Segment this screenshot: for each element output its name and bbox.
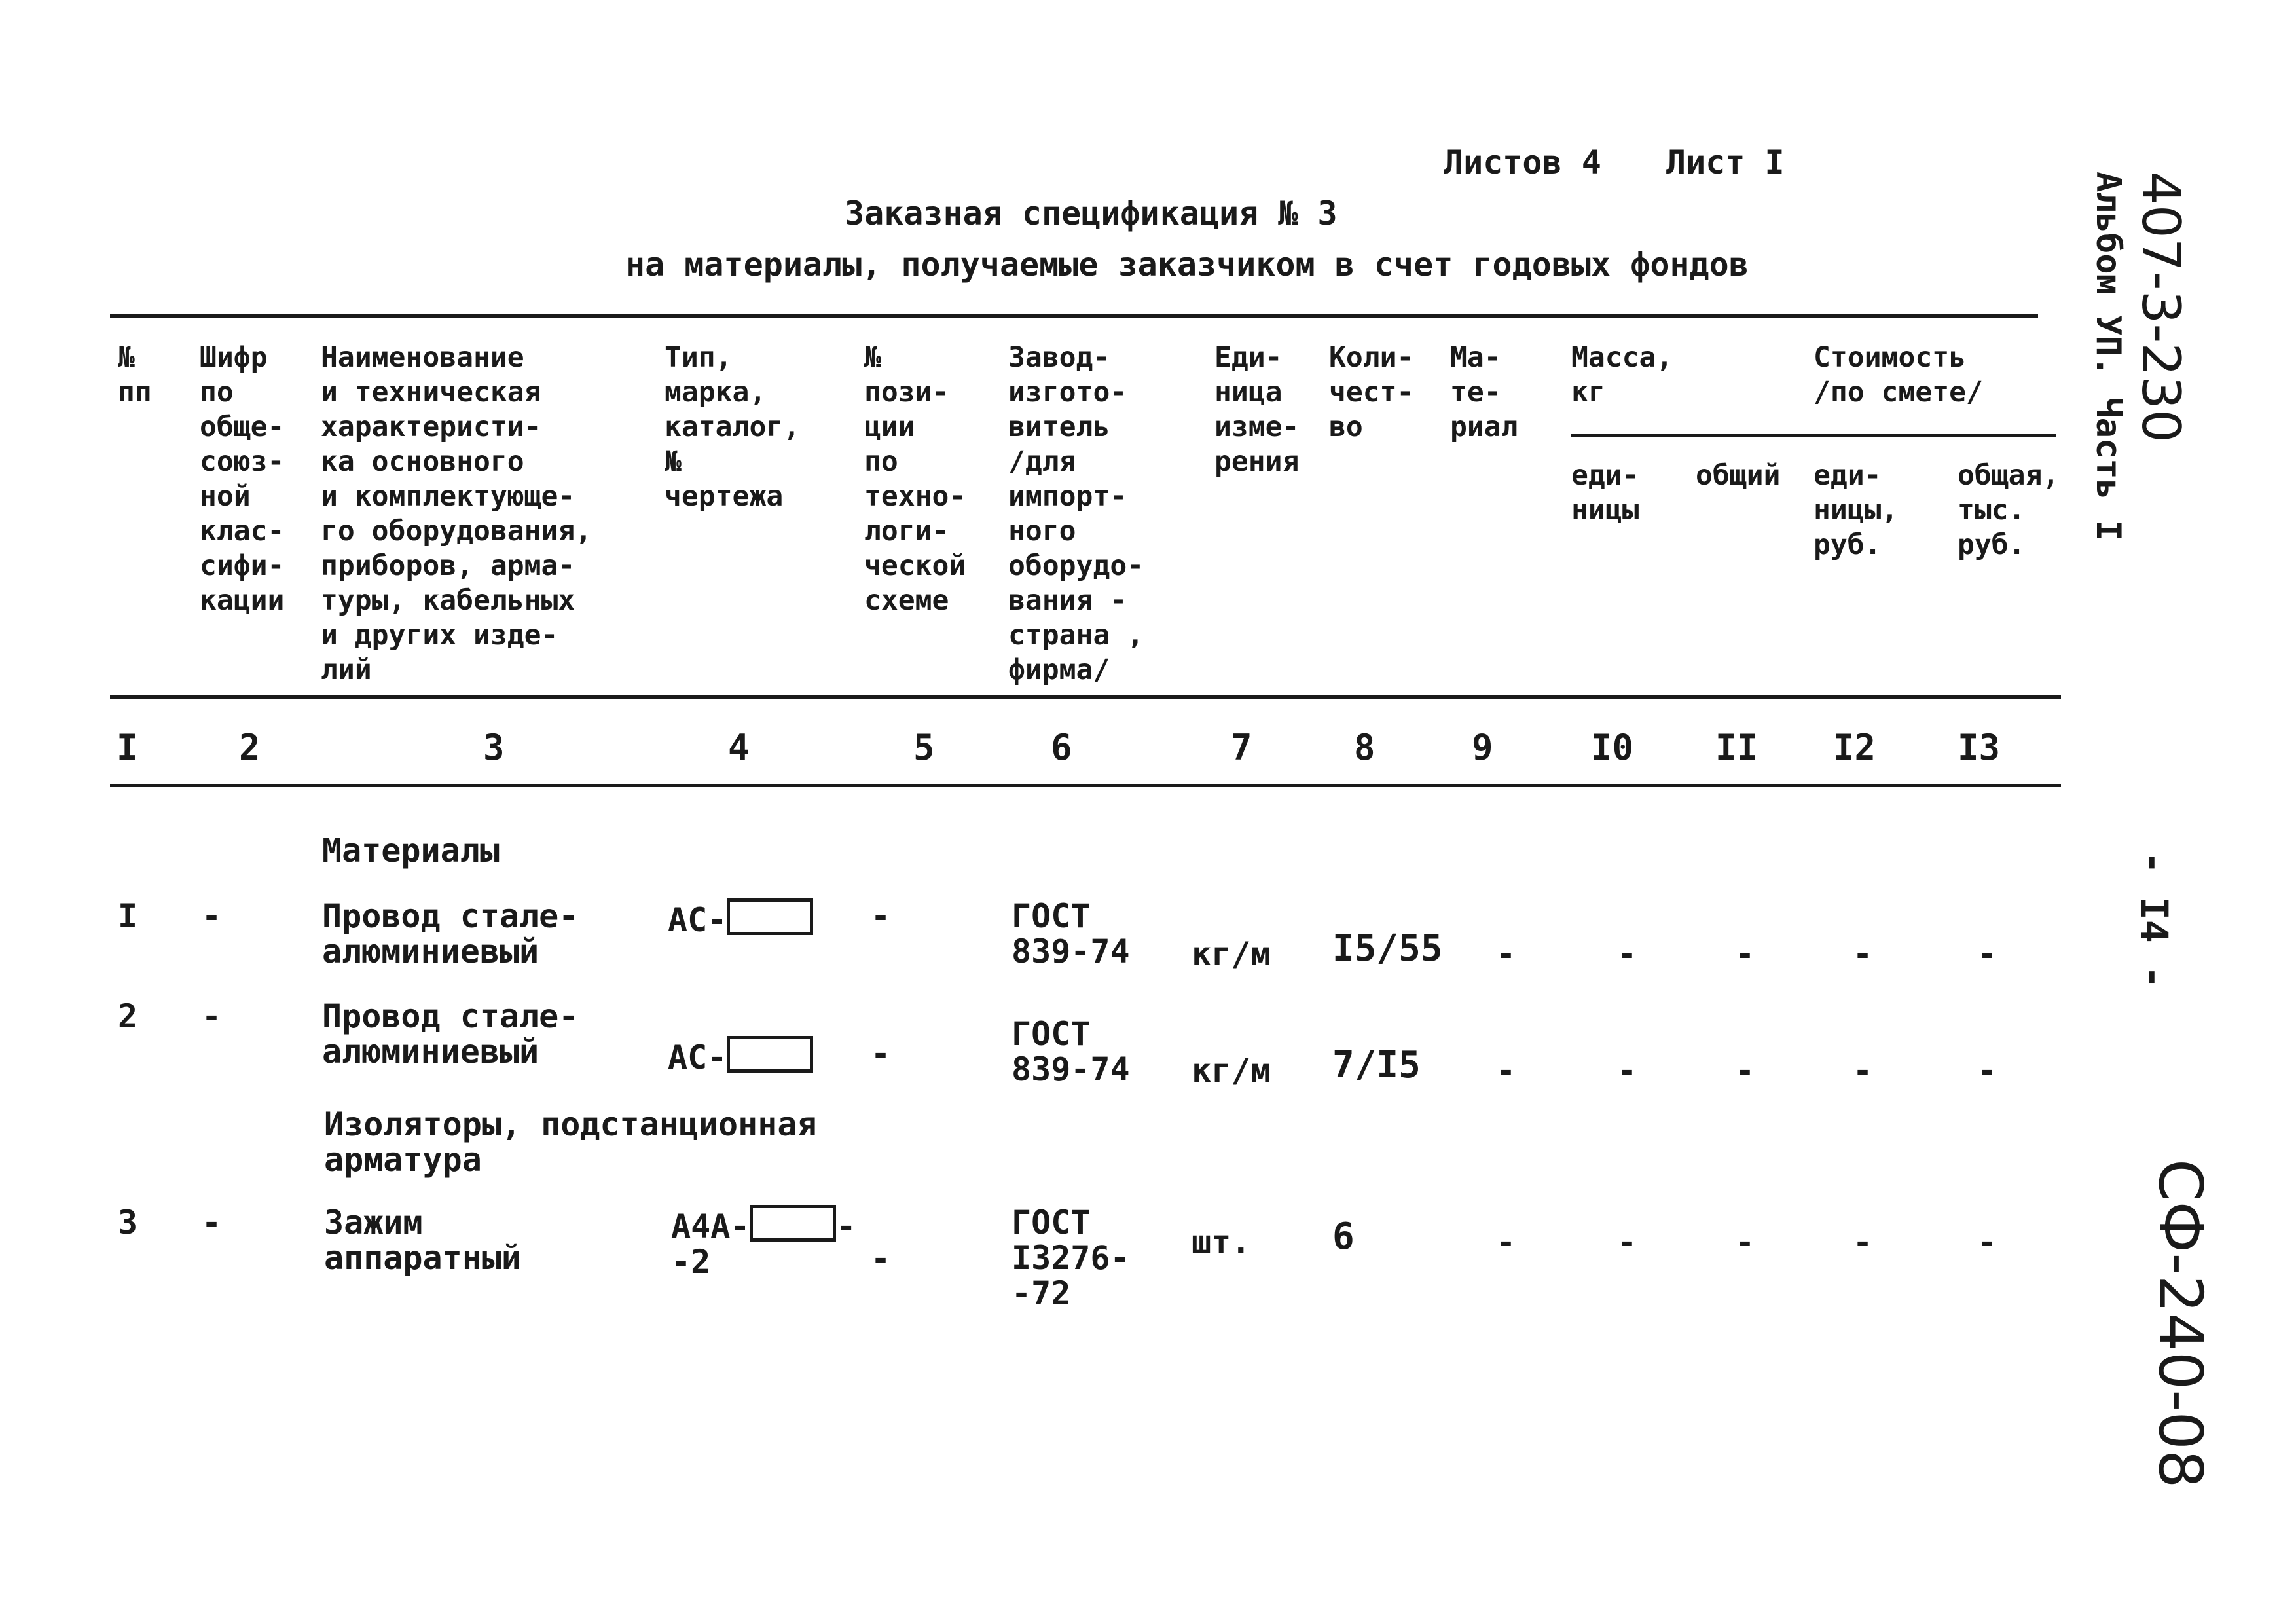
row-position: - <box>871 1240 891 1278</box>
row-manufacturer: ГОСТ 839-74 <box>1011 1015 1130 1088</box>
row-code: - <box>202 1204 222 1242</box>
album-label: Альбом УП. Часть I <box>2088 172 2128 541</box>
row-mass-total: - <box>1735 1223 1755 1261</box>
blank-type-box <box>750 1205 836 1242</box>
header-bottom-rule <box>110 695 2061 699</box>
col-number: 6 <box>1051 727 1072 768</box>
col-number: 3 <box>483 727 505 768</box>
col-header-name: Наименование и техническая характеристи- ка основного и комплектующе- го оборудования, приборов, арма- туры, кабельных и других изде- лий <box>321 341 592 686</box>
col-header-num: № пп <box>118 341 152 409</box>
row-type <box>668 898 813 938</box>
col-number: 5 <box>913 727 935 768</box>
col-number: 8 <box>1354 727 1376 768</box>
col-header-code: Шифр по обще- союз- ной клас- сифи- кации <box>200 341 285 617</box>
row-cost-total: - <box>1977 1223 1997 1261</box>
page-number: - I4 - <box>2132 851 2176 989</box>
row-material: - <box>1496 1223 1516 1261</box>
row-cost-unit: - <box>1853 1223 1873 1261</box>
row-position: - <box>871 897 891 935</box>
row-num: 2 <box>118 997 138 1035</box>
col-number: 4 <box>728 727 750 768</box>
col-number: I3 <box>1958 727 2001 768</box>
row-manufacturer: ГОСТ I3276- -72 <box>1011 1204 1130 1312</box>
col-number: I0 <box>1591 727 1634 768</box>
row-code: - <box>202 997 222 1035</box>
type-prefix: А4А- <box>671 1208 750 1246</box>
row-unit: шт. <box>1192 1223 1251 1261</box>
col-header-cost-unit: еди- ницы, руб. <box>1813 459 1899 561</box>
type-prefix: АС- <box>668 901 727 939</box>
row-mass-total: - <box>1735 935 1755 973</box>
sheet-count: Листов 4 <box>1444 143 1601 181</box>
row-cost-total: - <box>1977 935 1997 973</box>
col-header-mass: Масса, кг <box>1571 341 1673 409</box>
row-cost-unit: - <box>1853 935 1873 973</box>
row-num: I <box>118 897 138 935</box>
row-type <box>668 1036 813 1075</box>
type-suffix: - -2 <box>671 1208 856 1281</box>
row-mass-unit: - <box>1617 935 1637 973</box>
blank-type-box <box>727 1036 813 1073</box>
row-cost-unit: - <box>1853 1052 1873 1090</box>
row-unit: кг/м <box>1192 1052 1271 1090</box>
col-header-cost: Стоимость /по смете/ <box>1813 341 1983 409</box>
row-name: Провод стале- алюминиевый <box>322 897 579 970</box>
col-number: I2 <box>1833 727 1876 768</box>
row-code: - <box>202 897 222 935</box>
row-mass-total: - <box>1735 1052 1755 1090</box>
page-subtitle: на материалы, получаемые заказчиком в счет годовых фондов <box>625 246 1749 284</box>
col-header-position: № пози- ции по техно- логи- ческой схеме <box>864 341 966 617</box>
page-title: Заказная спецификация № 3 <box>845 194 1338 232</box>
row-mass-unit: - <box>1617 1052 1637 1090</box>
col-header-material: Ма- те- риал <box>1450 341 1518 443</box>
col-header-mass-total: общий <box>1696 459 1781 492</box>
row-num: 3 <box>118 1204 138 1242</box>
col-header-type: Тип, марка, каталог, № чертежа <box>665 341 801 513</box>
archive-number: СФ-240-08 <box>2145 1159 2215 1488</box>
section-heading-materials: Материалы <box>322 832 500 870</box>
row-name: Провод стале- алюминиевый <box>322 997 579 1071</box>
col-number: 2 <box>239 727 261 768</box>
row-cost-total: - <box>1977 1052 1997 1090</box>
table-top-rule <box>110 314 2038 318</box>
type-prefix: АС- <box>668 1039 727 1077</box>
row-mass-unit: - <box>1617 1223 1637 1261</box>
row-quantity: 6 <box>1332 1215 1355 1258</box>
mass-cost-subheader-rule <box>1571 434 2056 437</box>
row-material: - <box>1496 935 1516 973</box>
col-number: II <box>1715 727 1758 768</box>
row-type <box>671 1205 856 1280</box>
col-number: 7 <box>1231 727 1252 768</box>
sheet-number: Лист I <box>1666 143 1785 181</box>
col-header-mass-unit: еди- ницы <box>1571 459 1639 526</box>
col-number: I <box>117 727 138 768</box>
row-quantity: 7/I5 <box>1332 1044 1421 1086</box>
row-unit: кг/м <box>1192 935 1271 973</box>
row-material: - <box>1496 1052 1516 1090</box>
doc-code: 407-3-230 <box>2130 172 2191 443</box>
blank-type-box <box>727 898 813 935</box>
col-numbers-bottom-rule <box>110 784 2061 787</box>
col-header-cost-total: общая, тыс. руб. <box>1958 459 2060 561</box>
col-header-manufacturer: Завод- изгото- витель /для импорт- ного оборудо- вания - страна , фирма/ <box>1008 341 1144 686</box>
col-header-quantity: Коли- чест- во <box>1329 341 1414 443</box>
row-quantity: I5/55 <box>1332 927 1443 970</box>
row-position: - <box>871 1035 891 1073</box>
section-heading-insulators: Изоляторы, подстанционная арматура <box>324 1105 817 1179</box>
col-header-unit: Еди- ница изме- рения <box>1214 341 1300 478</box>
row-manufacturer: ГОСТ 839-74 <box>1011 897 1130 970</box>
col-number: 9 <box>1472 727 1493 768</box>
row-name: Зажим аппаратный <box>324 1204 522 1277</box>
